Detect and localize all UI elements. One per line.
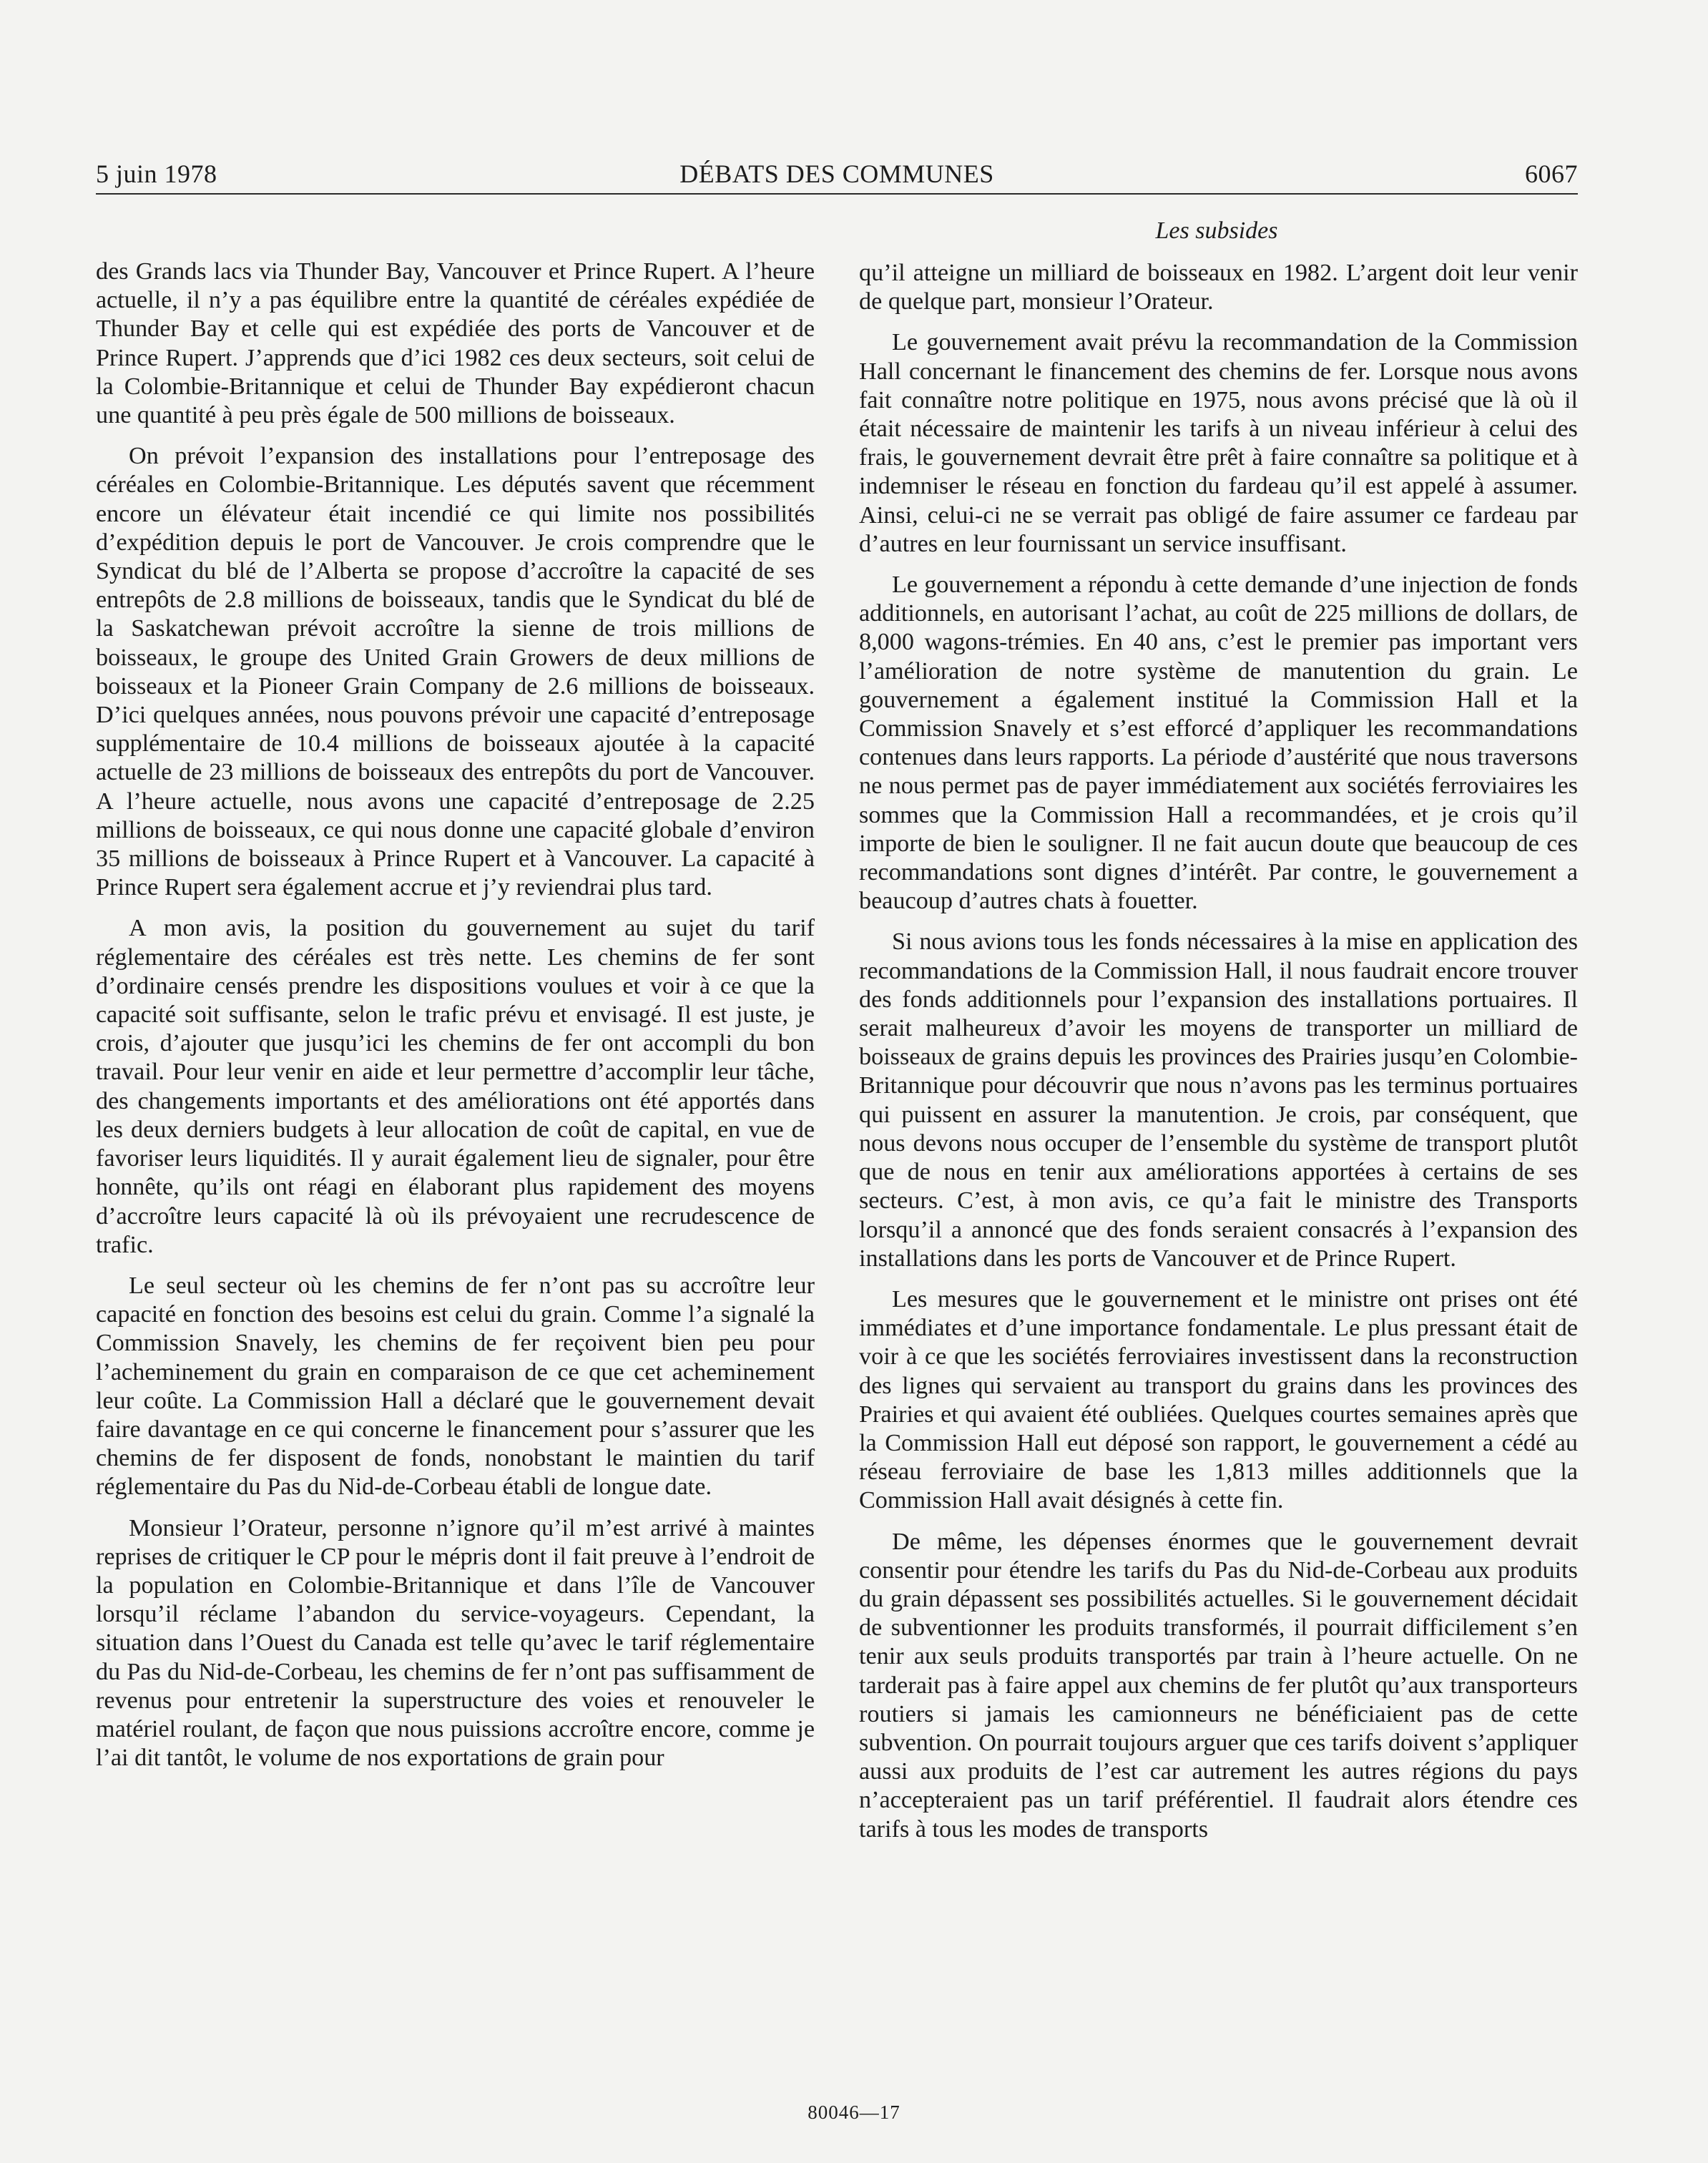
left-column <box>96 258 815 1785</box>
header-date: 5 juin 1978 <box>96 160 217 188</box>
section-title: Les subsides <box>1155 217 1278 244</box>
header-title: DÉBATS DES COMMUNES <box>679 160 994 188</box>
paragraph: Les mesures que le gouvernement et le ministre ont prises ont été immédiates et d’une importance fondamentale. Le plus pressant était de voir à ce que les sociétés ferroviaires investissent dans la reconstruction des lignes qui servaient au transport du grains dans les provinces des Prairies et qui avaient été oubliées. Quelques courtes semaines après que la Commission Hall eut déposé son rapport, le gouvernement a cédé au réseau ferroviaire de base les 1,813 milles additionnels que la Commission Hall avait désignés à cette fin. <box>859 1285 1578 1514</box>
header-page-number: 6067 <box>1525 160 1578 188</box>
paragraph: On prévoit l’expansion des installations pour l’entreposage des céréales en Colombie-Britannique. Les députés savent que récemment encore un élévateur était incendié ce qui limite nos possibilités d’expédition depuis le port de Vancouver. Je crois comprendre que le Syndicat du blé de l’Alberta se propose d’accroître la capacité de ses entrepôts de 2.8 millions de boisseaux, tandis que le Syndicat du blé de la Saskatchewan prévoit accroître la sienne de trois millions de boisseaux, le groupe des United Grain Growers de deux millions de boisseaux et la Pioneer Grain Company de 2.6 millions de boisseaux. D’ici quelques années, nous pouvons prévoir une capacité d’entreposage supplémentaire de 10.4 millions de boisseaux ajoutée à la capacité actuelle de 23 millions de boisseaux des entrepôts du port de Vancouver. A l’heure actuelle, nous avons une capacité d’entreposage de 2.25 millions de boisseaux, ce qui nous donne une capacité globale d’environ 35 millions de boisseaux à Prince Rupert et à Vancouver. La capacité à Prince Rupert sera également accrue et j’y reviendrai plus tard. <box>96 443 815 901</box>
paragraph: Le seul secteur où les chemins de fer n’ont pas su accroître leur capacité en fonction des besoins est celui du grain. Comme l’a signalé la Commission Snavely, les chemins de fer reçoivent bien peu pour l’acheminement du grain en comparaison de ce que cet acheminement leur coûte. La Commission Hall a déclaré que le gouvernement devait faire davantage en ce qui concerne le financement pour s’assurer que les chemins de fer disposent de fonds, nonobstant le maintien du tarif réglementaire du Pas du Nid-de-Corbeau établi de longue date. <box>96 1272 815 1501</box>
paragraph: Si nous avions tous les fonds nécessaires à la mise en application des recommandations de la Commission Hall, il nous faudrait encore trouver des fonds additionnels pour l’expansion des installations portuaires. Il serait malheureux d’avoir les moyens de transporter un milliard de boisseaux de grains depuis les provinces des Prairies jusqu’en Colombie-Britannique pour découvrir que nous n’avons pas les terminus portuaires qui puissent en assurer la manutention. Je crois, par conséquent, que nous devons nous occuper de l’ensemble du système de transport plutôt que de nous en tenir aux améliorations apportées à certains de ses secteurs. C’est, à mon avis, ce qu’a fait le ministre des Transports lorsqu’il a annoncé que des fonds seraient consacrés à l’expansion des installations dans les ports de Vancouver et de Prince Rupert. <box>859 928 1578 1272</box>
header-rule <box>96 193 1578 195</box>
paragraph: A mon avis, la position du gouvernement au sujet du tarif réglementaire des céréales est très nette. Les chemins de fer sont d’ordinaire censés prendre les dispositions voulues et voir à ce que la capacité soit suffisante, selon le trafic prévu et envisagé. Il est juste, je crois, d’ajouter que jusqu’ici les chemins de fer ont accompli du bon travail. Pour leur venir en aide et leur permettre d’accomplir leur tâche, des changements importants et des améliorations ont été apportés dans les deux derniers budgets à leur allocation de coût de capital, en vue de favoriser leurs liquidités. Il y aurait également lieu de signaler, pour être honnête, qu’ils ont réagi en élaborant plus rapidement des moyens d’accroître leurs capacité là où ils prévoyaient une recrudescence de trafic. <box>96 915 815 1258</box>
paragraph: Le gouvernement avait prévu la recommandation de la Commission Hall concernant le financement des chemins de fer. Lorsque nous avons fait connaître notre politique en 1975, nous avons précisé que là où il était nécessaire de maintenir les tarifs à un niveau inférieur à celui des frais, le gouvernement devrait être prêt à faire connaître sa politique et à indemniser le réseau en fonction du fardeau qu’il est appelé à assumer. Ainsi, celui-ci ne se verrait pas obligé de faire assumer ce fardeau par d’autres en leur fournissant un service insuffisant. <box>859 329 1578 557</box>
paragraph: des Grands lacs via Thunder Bay, Vancouver et Prince Rupert. A l’heure actuelle, il n’y a pas équilibre entre la quantité de céréales expédiée de Thunder Bay et celle qui est expédiée des ports de Vancouver et de Prince Rupert. J’apprends que d’ici 1982 ces deux secteurs, soit celui de la Colombie-Britannique et celui de Thunder Bay expédieront chacun une quantité à peu près égale de 500 millions de boisseaux. <box>96 258 815 429</box>
paragraph: Monsieur l’Orateur, personne n’ignore qu’il m’est arrivé à maintes reprises de critiquer le CP pour le mépris dont il fait preuve à l’endroit de la population en Colombie-Britannique et dans l’île de Vancouver lorsqu’il réclame l’abandon du service-voyageurs. Cependant, la situation dans l’Ouest du Canada est telle qu’avec le tarif réglementaire du Pas du Nid-de-Corbeau, les chemins de fer n’ont pas suffisamment de revenus pour entretenir la superstructure des voies et renouveler le matériel roulant, de façon que nous puissions accroître encore, comme je l’ai dit tantôt, le volume de nos exportations de grain pour <box>96 1514 815 1772</box>
right-column <box>859 259 1578 1856</box>
paragraph: De même, les dépenses énormes que le gouvernement devrait consentir pour étendre les tarifs du Pas du Nid-de-Corbeau aux produits du grain dépassent ses possibilités actuelles. Si le gouvernement décidait de subventionner les produits transformés, il pourrait difficilement s’en tenir aux seuls produits transportés par train à l’heure actuelle. On ne tarderait pas à faire appel aux chemins de fer plutôt qu’aux transporteurs routiers si jamais les camionneurs ne bénéficiaient pas de cette subvention. On pourrait toujours arguer que ces tarifs doivent s’appliquer aussi aux produits de l’est car autrement les autres régions du pays n’accepteraient pas un tarif préférentiel. Il faudrait alors étendre ces tarifs à tous les modes de transports <box>859 1528 1578 1843</box>
paragraph: qu’il atteigne un milliard de boisseaux en 1982. L’argent doit leur venir de quelque part, monsieur l’Orateur. <box>859 260 1578 315</box>
paragraph: Le gouvernement a répondu à cette demande d’une injection de fonds additionnels, en autorisant l’achat, au coût de 225 millions de dollars, de 8,000 wagons-trémies. En 40 ans, c’est le premier pas important vers l’amélioration de notre système de manutention du grain. Le gouvernement a également institué la Commission Hall et la Commission Snavely et s’est efforcé d’appliquer les recommandations contenues dans leurs rapports. La période d’austérité que nous traversons ne nous permet pas de payer immédiatement aux sociétés ferroviaires les sommes que la Commission Hall a recommandées, et je crois qu’il importe de bien le souligner. Il ne fait aucun doute que beaucoup de ces recommandations sont dignes d’intérêt. Par contre, le gouvernement a beaucoup d’autres chats à fouetter. <box>859 572 1578 915</box>
footer-code: 80046—17 <box>808 2101 900 2123</box>
